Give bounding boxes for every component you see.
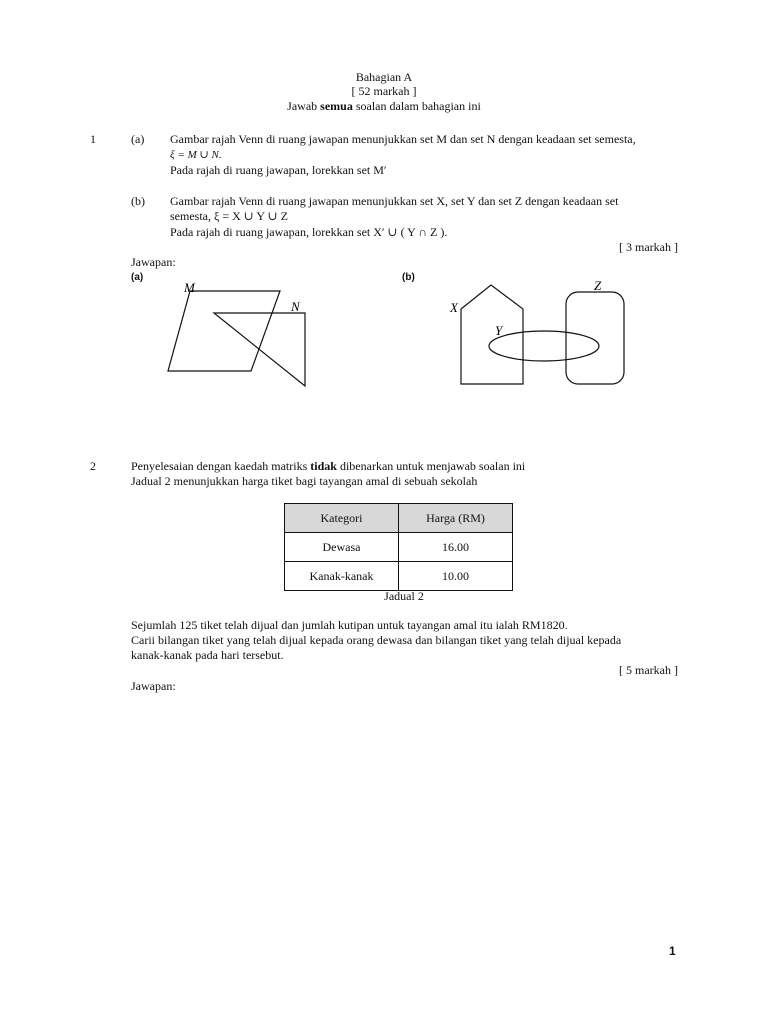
q2-para3: kanak-kanak pada hari tersebut. — [131, 648, 284, 662]
table-header-cell: Harga (RM) — [399, 504, 513, 533]
q1a-label: (a) — [131, 132, 145, 146]
set-z-label: Z — [594, 278, 602, 293]
table-cell: Kanak-kanak — [285, 562, 399, 591]
table-cell: 10.00 — [399, 562, 513, 591]
q1a-line2: ξ = M ∪ N. — [170, 149, 222, 161]
set-n-quadrilateral — [214, 313, 305, 386]
q1-answer-label: Jawapan: — [131, 255, 176, 269]
table-row — [285, 562, 513, 591]
q2-para1: Sejumlah 125 tiket telah dijual dan jumlah kutipan untuk tayangan amal itu ialah RM1820. — [131, 618, 568, 632]
venn-diagram-b — [440, 276, 640, 390]
q1b-line3: Pada rajah di ruang jawapan, lorekkan set X′ ∪ ( Y ∩ Z ). — [170, 225, 448, 239]
set-m-parallelogram — [168, 291, 280, 371]
venn-diagram-a — [160, 278, 320, 390]
q1b-label: (b) — [131, 194, 145, 208]
set-z-rounded-rect — [566, 292, 624, 384]
q1-marks: [ 3 markah ] — [619, 240, 678, 254]
diagram-a-label: (a) — [131, 272, 144, 283]
set-y-label: Y — [495, 323, 503, 338]
q2-para2: Carii bilangan tiket yang telah dijual kepada orang dewasa dan bilangan tiket yang telah dijual kepada — [131, 633, 622, 647]
set-x-label: X — [450, 300, 458, 315]
price-table — [284, 503, 513, 591]
set-x-pentagon — [461, 285, 523, 384]
table-header-row — [285, 504, 513, 533]
q1b-line1: Gambar rajah Venn di ruang jawapan menunjukkan set X, set Y dan set Z dengan keadaan set — [170, 194, 619, 208]
set-m-label: M — [184, 280, 195, 295]
q2-line1-pre: Penyelesaian dengan kaedah matriks — [131, 459, 308, 473]
table-caption: Jadual 2 — [384, 589, 424, 603]
set-n-label: N — [291, 299, 300, 314]
q2-marks: [ 5 markah ] — [619, 663, 678, 677]
diagram-b-label: (b) — [402, 272, 415, 283]
table-cell: Dewasa — [285, 533, 399, 562]
q1a-line3: Pada rajah di ruang jawapan, lorekkan set M′ — [170, 163, 387, 177]
section-title: Bahagian A — [355, 70, 413, 84]
table-header-cell: Kategori — [285, 504, 399, 533]
instruction — [0, 99, 768, 114]
q1b-line2: semesta, ξ = X ∪ Y ∪ Z — [170, 209, 288, 223]
q2-line1 — [131, 459, 525, 474]
instruction-pre: Jawab — [287, 99, 318, 113]
table-cell: 16.00 — [399, 533, 513, 562]
question-2-number: 2 — [90, 459, 96, 473]
instruction-post: soalan dalam bahagian ini — [355, 99, 481, 113]
marks-total: [ 52 markah ] — [351, 84, 417, 98]
instruction-bold: semua — [320, 99, 353, 113]
question-1-number: 1 — [90, 132, 96, 146]
q2-line1-bold: tidak — [310, 459, 337, 473]
q2-line1-post: dibenarkan untuk menjawab soalan ini — [339, 459, 526, 473]
q1a-line1: Gambar rajah Venn di ruang jawapan menunjukkan set M dan set N dengan keadaan set semesta, — [170, 132, 636, 146]
set-y-ellipse — [489, 331, 599, 361]
table-row — [285, 533, 513, 562]
q2-answer-label: Jawapan: — [131, 679, 176, 693]
page-number: 1 — [669, 944, 676, 958]
q2-line2: Jadual 2 menunjukkan harga tiket bagi tayangan amal di sebuah sekolah — [131, 474, 478, 488]
